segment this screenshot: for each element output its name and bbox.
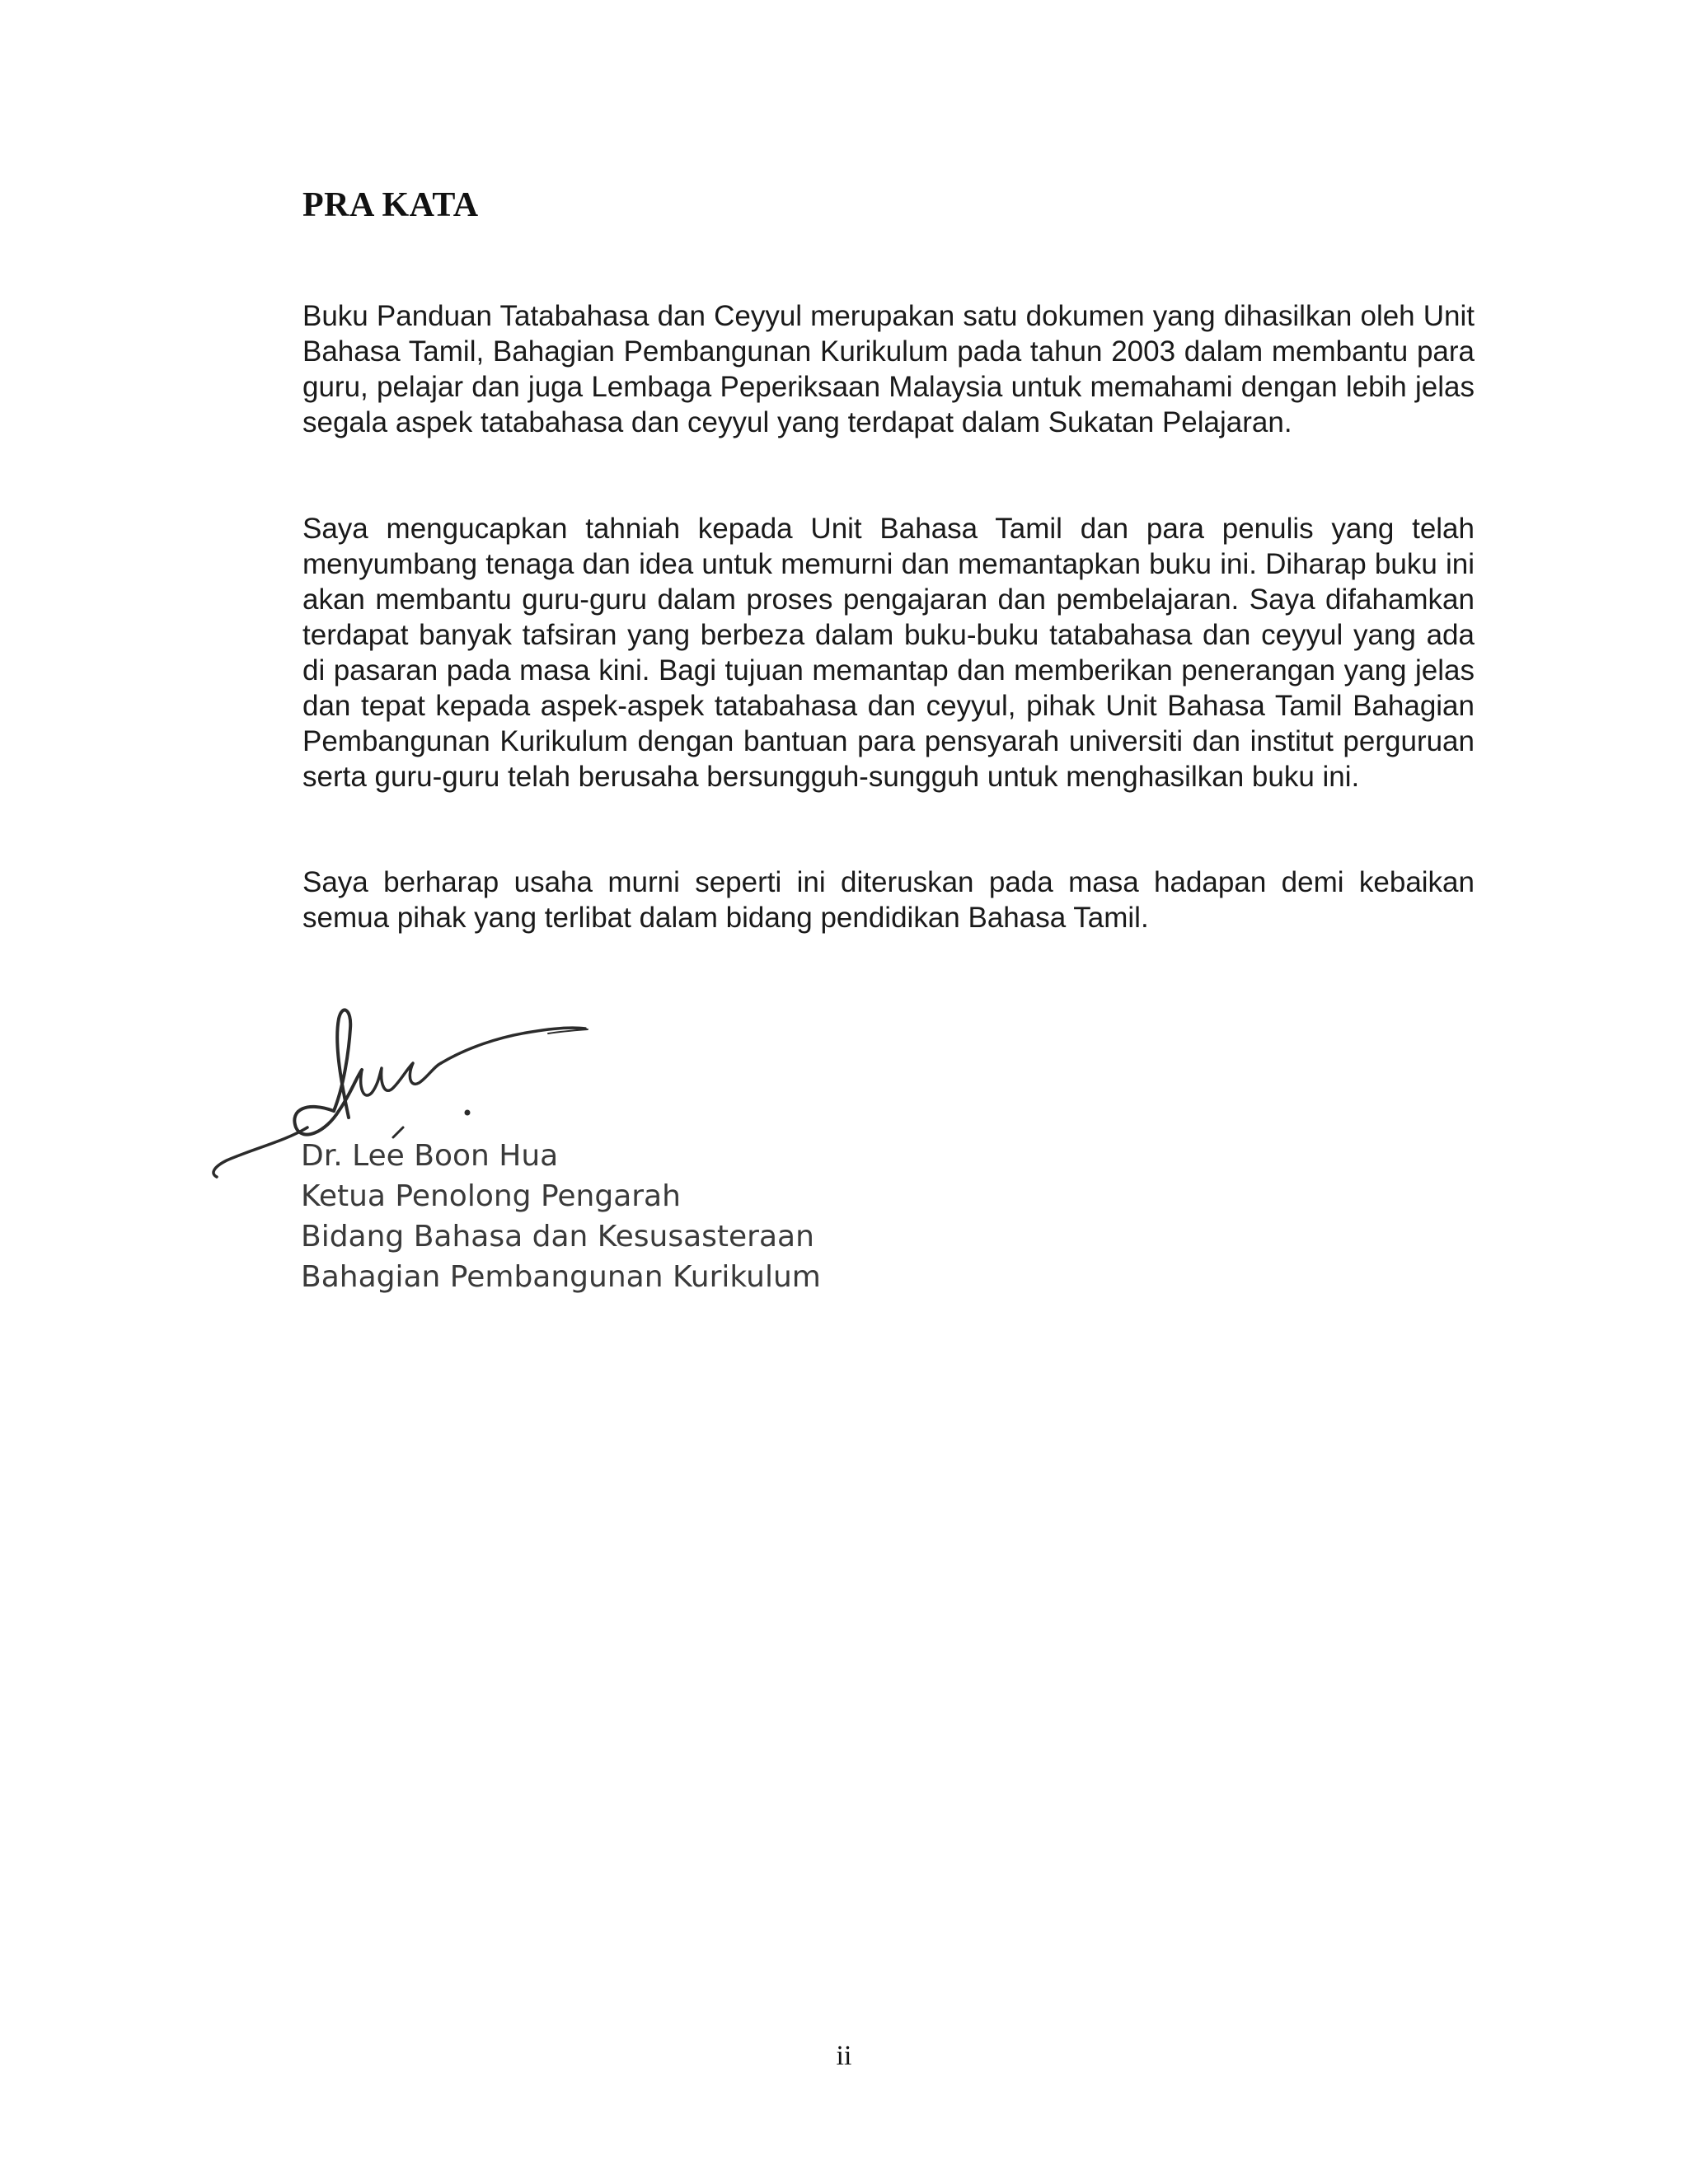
signatory-position: Ketua Penolong Pengarah [301, 1179, 681, 1213]
signatory-name: Dr. Lee Boon Hua [301, 1139, 559, 1173]
signatory-division: Bidang Bahasa dan Kesusasteraan [301, 1220, 814, 1254]
paragraph-1: Buku Panduan Tatabahasa dan Ceyyul merupakan satu dokumen yang dihasilkan oleh Unit Bahasa Tamil, Bahagian Pembangunan Kurikulum pada tahun 2003 dalam membantu para guru, pelajar dan juga Lembaga Peperiksaan Malaysia untuk memahami dengan lebih jelas segala aspek tatabahasa dan ceyyul yang terdapat dalam Sukatan Pelajaran. [302, 300, 1475, 438]
page-number: ii [836, 2041, 852, 2071]
page-title: PRA KATA [302, 186, 479, 224]
paragraph-3: Saya berharap usaha murni seperti ini diteruskan pada masa hadapan demi kebaikan semua pihak yang terlibat dalam bidang pendidikan Bahasa Tamil. [302, 866, 1475, 934]
signatory-block [301, 1136, 821, 1297]
signatory-department: Bahagian Pembangunan Kurikulum [301, 1260, 821, 1294]
paragraph-2: Saya mengucapkan tahniah kepada Unit Bahasa Tamil dan para penulis yang telah menyumbang tenaga dan idea untuk memurni dan memantapkan buku ini. Diharap buku ini akan membantu guru-guru dalam proses pengajaran dan pembelajaran. Saya difahamkan terdapat banyak tafsiran yang berbeza dalam buku-buku tatabahasa dan ceyyul yang ada di pasaran pada masa kini. Bagi tujuan memantap dan memberikan penerangan yang jelas dan tepat kepada aspek-aspek tatabahasa dan ceyyul, pihak Unit Bahasa Tamil Bahagian Pembangunan Kurikulum dengan bantuan para pensyarah universiti dan institut perguruan serta guru-guru telah berusaha bersungguh-sungguh untuk menghasilkan buku ini. [302, 513, 1475, 793]
